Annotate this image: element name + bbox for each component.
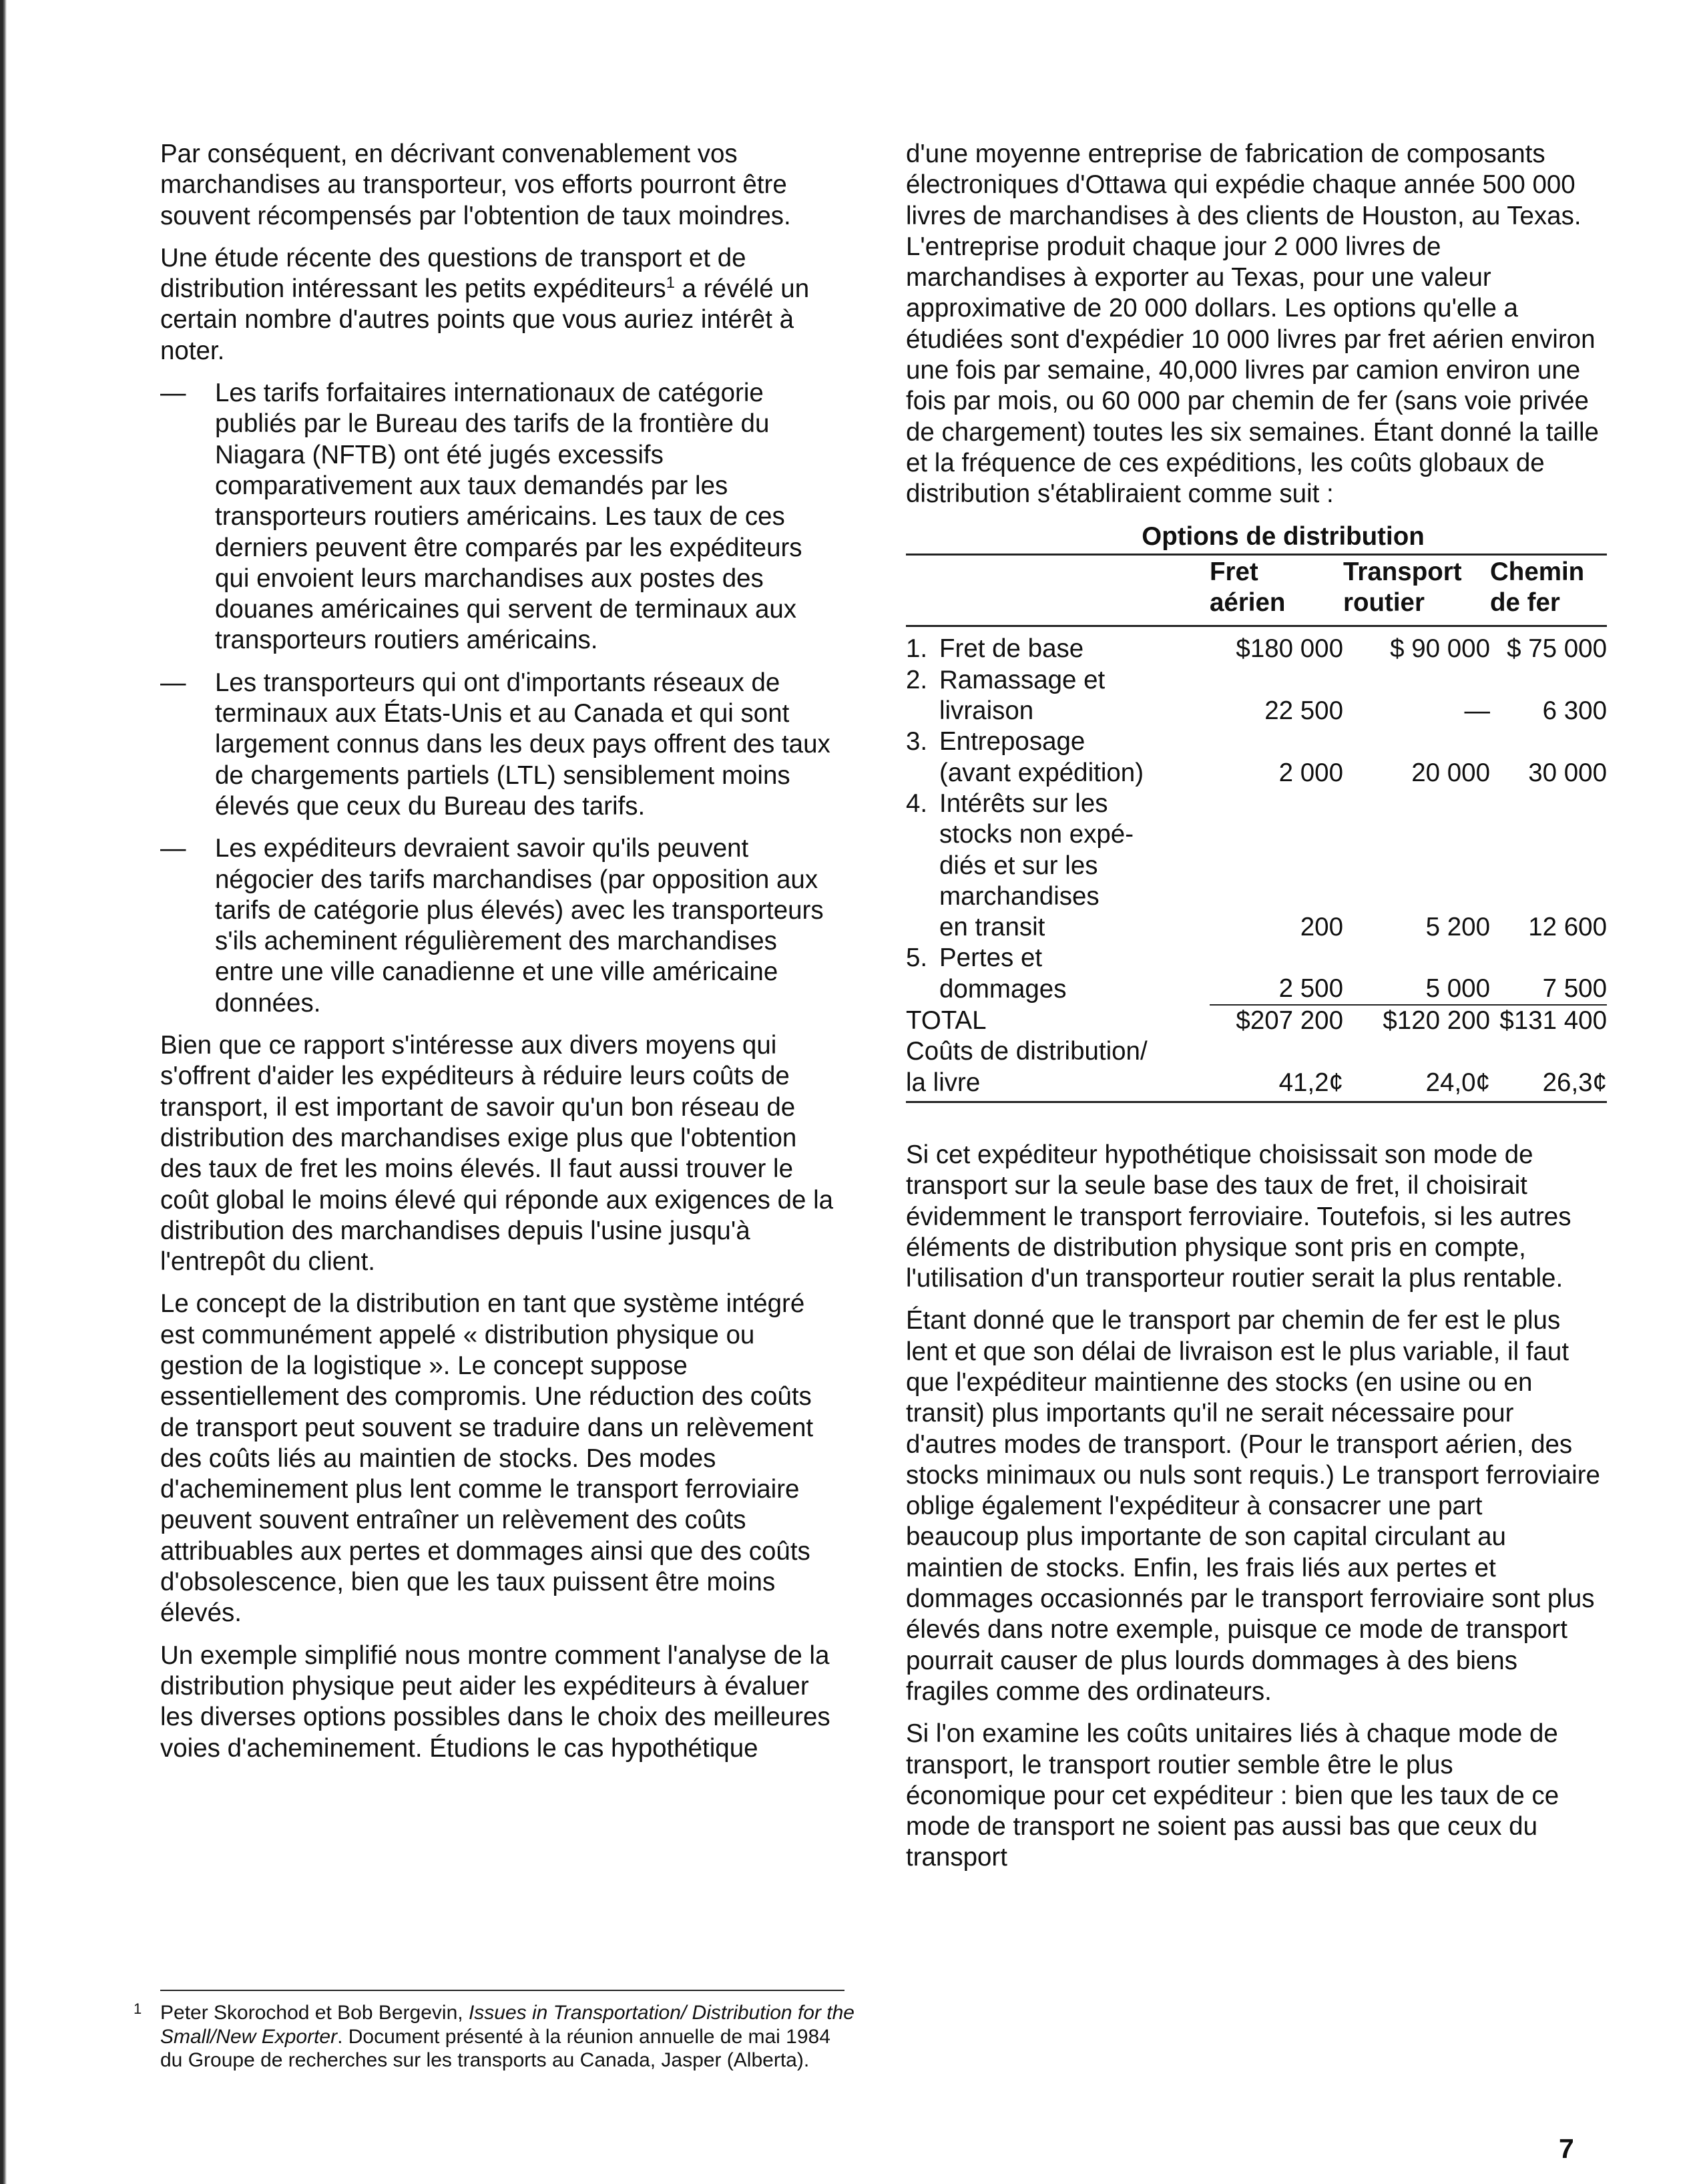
table-row [906,943,1607,1005]
dash-bullet: — [160,668,186,697]
list-item [160,378,841,656]
header-chemin: Chemin [1490,554,1607,588]
header-routier: routier [1343,588,1490,626]
distribution-options-table [906,521,1607,1103]
footnote-title: Issues in Transportation/ Distribution for the Small/New Exporter [160,2002,855,2048]
total-row [906,1005,1607,1036]
paragraph: Un exemple simplifié nous montre comment l'analyse de la distribution physique peut aider les expéditeurs à évaluer les diverses options possibles dans le choix des meilleures voies d'acheminement. Étudions le cas hypothétique [160,1641,830,1763]
total-rail: $131 400 [1499,1006,1607,1036]
cell-route: $ 90 000 [1390,634,1490,664]
cell-route: 5 200 [1425,913,1490,942]
list-item-text: Les expéditeurs devraient savoir qu'ils peuvent négocier des tarifs marchandises (par opposition aux tarifs de catégorie plus élevés) avec les transporteurs s'ils acheminent régulièrement des marchandises entre une ville canadienne et une ville américaine données. [215,834,824,1018]
paragraph: d'une moyenne entreprise de fabrication de composants électroniques d'Ottawa qui expédie chaque année 500 000 livres de marchandises à des clients de Houston, au Texas. L'entreprise produit chaque jour 2 000 livres de marchandises à exporter au Texas, pour une valeur approximative de 20 000 dollars. Les options qu'elle a étudiées sont d'expédier 10 000 livres par fret aérien environ une fois par semaine, 40,000 livres par camion environ une fois par mois, ou 60 000 par chemin de fer (sans voie privée de chargement) toutes les six semaines. Étant donné la taille et la fréquence de ces expéditions, les coûts globaux de distribution s'établiraient comme suit : [906,140,1599,509]
paragraph: Étant donné que le transport par chemin de fer est le plus lent et que son délai de livraison est le plus variable, il faut que l'expéditeur maintienne des stocks (en usine ou en transit) plus importants qu'il ne serait nécessaire pour d'autres modes de transport. (Pour le transport aérien, des stocks minimaux ou nuls sont requis.) Le transport ferroviaire oblige également l'expéditeur à consacrer une part beaucoup plus importante de son capital circulant au maintien de stocks. Enfin, les frais liés aux pertes et dommages occasionnés par le transport ferroviaire sont plus élevés dans notre exemple, puisque ce mode de transport pourrait causer de plus lourds dommages à des biens fragiles comme des ordinateurs. [906,1306,1600,1706]
cell-route: 20 000 [1411,758,1490,787]
row-label-line: Coûts de distribution/ [906,1037,1148,1066]
row-label-line: livraison [939,696,1034,726]
list-item-text: Les transporteurs qui ont d'importants réseaux de terminaux aux États-Unis et au Canada et qui sont largement connus dans les deux pays offrent des taux de chargements partiels (LTL) sensiblement moins élevés que ceux du Bureau des tarifs. [215,668,830,821]
row-label-line: Fret de base [939,634,1084,664]
row-number: 2. [906,665,928,694]
row-label-line: diés et sur les [939,851,1098,880]
paragraph: Si cet expéditeur hypothétique choisissait son mode de transport sur la seule base des taux de fret, il choisirait évidemment le transport ferroviaire. Toutefois, si les autres éléments de distribution physique sont pris en compte, l'utilisation d'un transporteur routier serait la plus rentable. [906,1140,1571,1293]
row-label [906,943,1210,1005]
row-label-line: la livre [906,1068,981,1097]
row-label-line: stocks non expé- [939,820,1134,849]
row-number: 1. [906,634,928,664]
per-pound-row [906,1036,1607,1102]
row-label-line: Pertes et [939,943,1043,973]
cell-rail: 30 000 [1528,758,1607,787]
header-transport: Transport [1343,554,1490,588]
table-title: Options de distribution [1142,521,1425,551]
footnote-mark: 1 [134,2000,142,2017]
table-row [906,726,1607,789]
cell-rail: 7 500 [1490,943,1607,1005]
header-blank [906,554,1210,588]
per-pound-fret: 41,2¢ [1210,1036,1343,1102]
row-label-line: (avant expédition) [939,758,1144,787]
cell-fret: $180 000 [1236,634,1343,664]
cell-rail: $ 75 000 [1507,634,1607,664]
list-item [160,668,841,822]
table-row [906,665,1607,727]
list-item [160,833,841,1019]
page-number: 7 [1559,2133,1574,2164]
cell-fret: 2 000 [1278,758,1343,787]
dash-list [160,378,841,1019]
paragraph: Le concept de la distribution en tant que système intégré est communément appelé « distribution physique ou gestion de la logistique ». Le concept suppose essentiellement des compromis. Une réduction des coûts de transport peut souvent se traduire dans un relèvement des coûts liés au maintien de stocks. Des modes d'acheminement plus lent comme le transport ferroviaire peuvent souvent entraîner un relèvement des coûts attribuables aux pertes et dommages ainsi que des coûts d'obsolescence, bien que les taux puissent être moins élevés. [160,1289,814,1628]
row-label-line: en transit [939,913,1045,942]
footnote-rule [160,1990,844,1991]
footnote-details: . Document présenté à la réunion annuelle de mai 1984 du Groupe de recherches sur les transports au Canada, Jasper (Alberta). [160,2025,830,2071]
footnote [134,2001,855,2072]
per-pound-rail: 26,3¢ [1490,1036,1607,1102]
cell-route: — [1464,696,1490,726]
row-label [906,665,1210,727]
table-row [906,626,1607,665]
cell-fret: 200 [1300,913,1343,942]
paragraph: Si l'on examine les coûts unitaires liés à chaque mode de transport, le transport routier semble être le plus économique pour cet expéditeur : bien que les taux de ce mode de transport ne soient pas aussi bas que ceux du transport [906,1719,1559,1872]
header-de-fer: de fer [1490,588,1607,626]
left-column [160,139,841,1775]
table-row [906,789,1607,943]
row-label-line: Ramassage et [939,665,1106,694]
row-label [906,789,1210,943]
cell-rail: 12 600 [1528,913,1607,942]
dash-bullet: — [160,379,186,408]
paragraph-text: Une étude récente des questions de transport et de distribution intéressant les petits expéditeurs [160,243,746,304]
row-label [906,726,1210,789]
right-column [906,139,1607,1885]
footnote-reference: 1 [666,274,675,292]
row-number: 4. [906,789,928,818]
row-number: 3. [906,727,928,756]
cell-rail: 6 300 [1542,696,1607,726]
row-label-line: marchandises [939,881,1100,911]
row-label-line: Intérêts sur les [939,789,1108,818]
per-pound-label [906,1036,1210,1102]
cell-route: 5 000 [1343,943,1490,1005]
cell-fret: 2 500 [1210,943,1343,1005]
row-label [906,626,1210,665]
total-label: TOTAL [906,1006,987,1036]
paragraph-text: a révélé un certain nombre d'autres points que vous auriez intérêt à noter. [160,274,810,365]
total-route: $120 200 [1383,1006,1490,1036]
scan-edge [0,0,7,2184]
header-blank [906,588,1210,626]
row-label-line: Entreposage [939,727,1085,756]
row-number: 5. [906,943,928,973]
footnote-authors: Peter Skorochod et Bob Bergevin, [160,2002,469,2024]
dash-bullet: — [160,834,186,863]
per-pound-route: 24,0¢ [1343,1036,1490,1102]
cell-fret: 22 500 [1264,696,1343,726]
header-fret: Fret [1210,554,1343,588]
paragraph: Bien que ce rapport s'intéresse aux divers moyens qui s'offrent d'aider les expéditeurs à réduire leurs coûts de transport, il est important de savoir qu'un bon réseau de distribution des marchandises exige plus que l'obtention des taux de fret les moins élevés. Il faut aussi trouver le coût global le moins élevé qui réponde aux exigences de la distribution des marchandises depuis l'usine jusqu'à l'entrepôt du client. [160,1031,834,1277]
paragraph [160,243,841,367]
list-item-text: Les tarifs forfaitaires internationaux de catégorie publiés par le Bureau des tarifs de la frontière du Niagara (NFTB) ont été jugés excessifs comparativement aux taux demandés par les transporteurs routiers américains. Les taux de ces derniers peuvent être comparés par les expéditeurs qui envoient leurs marchandises aux postes des douanes américaines qui servent de terminaux aux transporteurs routiers américains. [215,379,802,655]
total-fret: $207 200 [1236,1006,1343,1036]
row-label-line: dommages [939,974,1067,1004]
paragraph: Par conséquent, en décrivant convenablement vos marchandises au transporteur, vos efforts pourront être souvent récompensés par l'obtention de taux moindres. [160,140,791,230]
distribution-table [906,554,1607,1103]
header-aerien: aérien [1210,588,1343,626]
